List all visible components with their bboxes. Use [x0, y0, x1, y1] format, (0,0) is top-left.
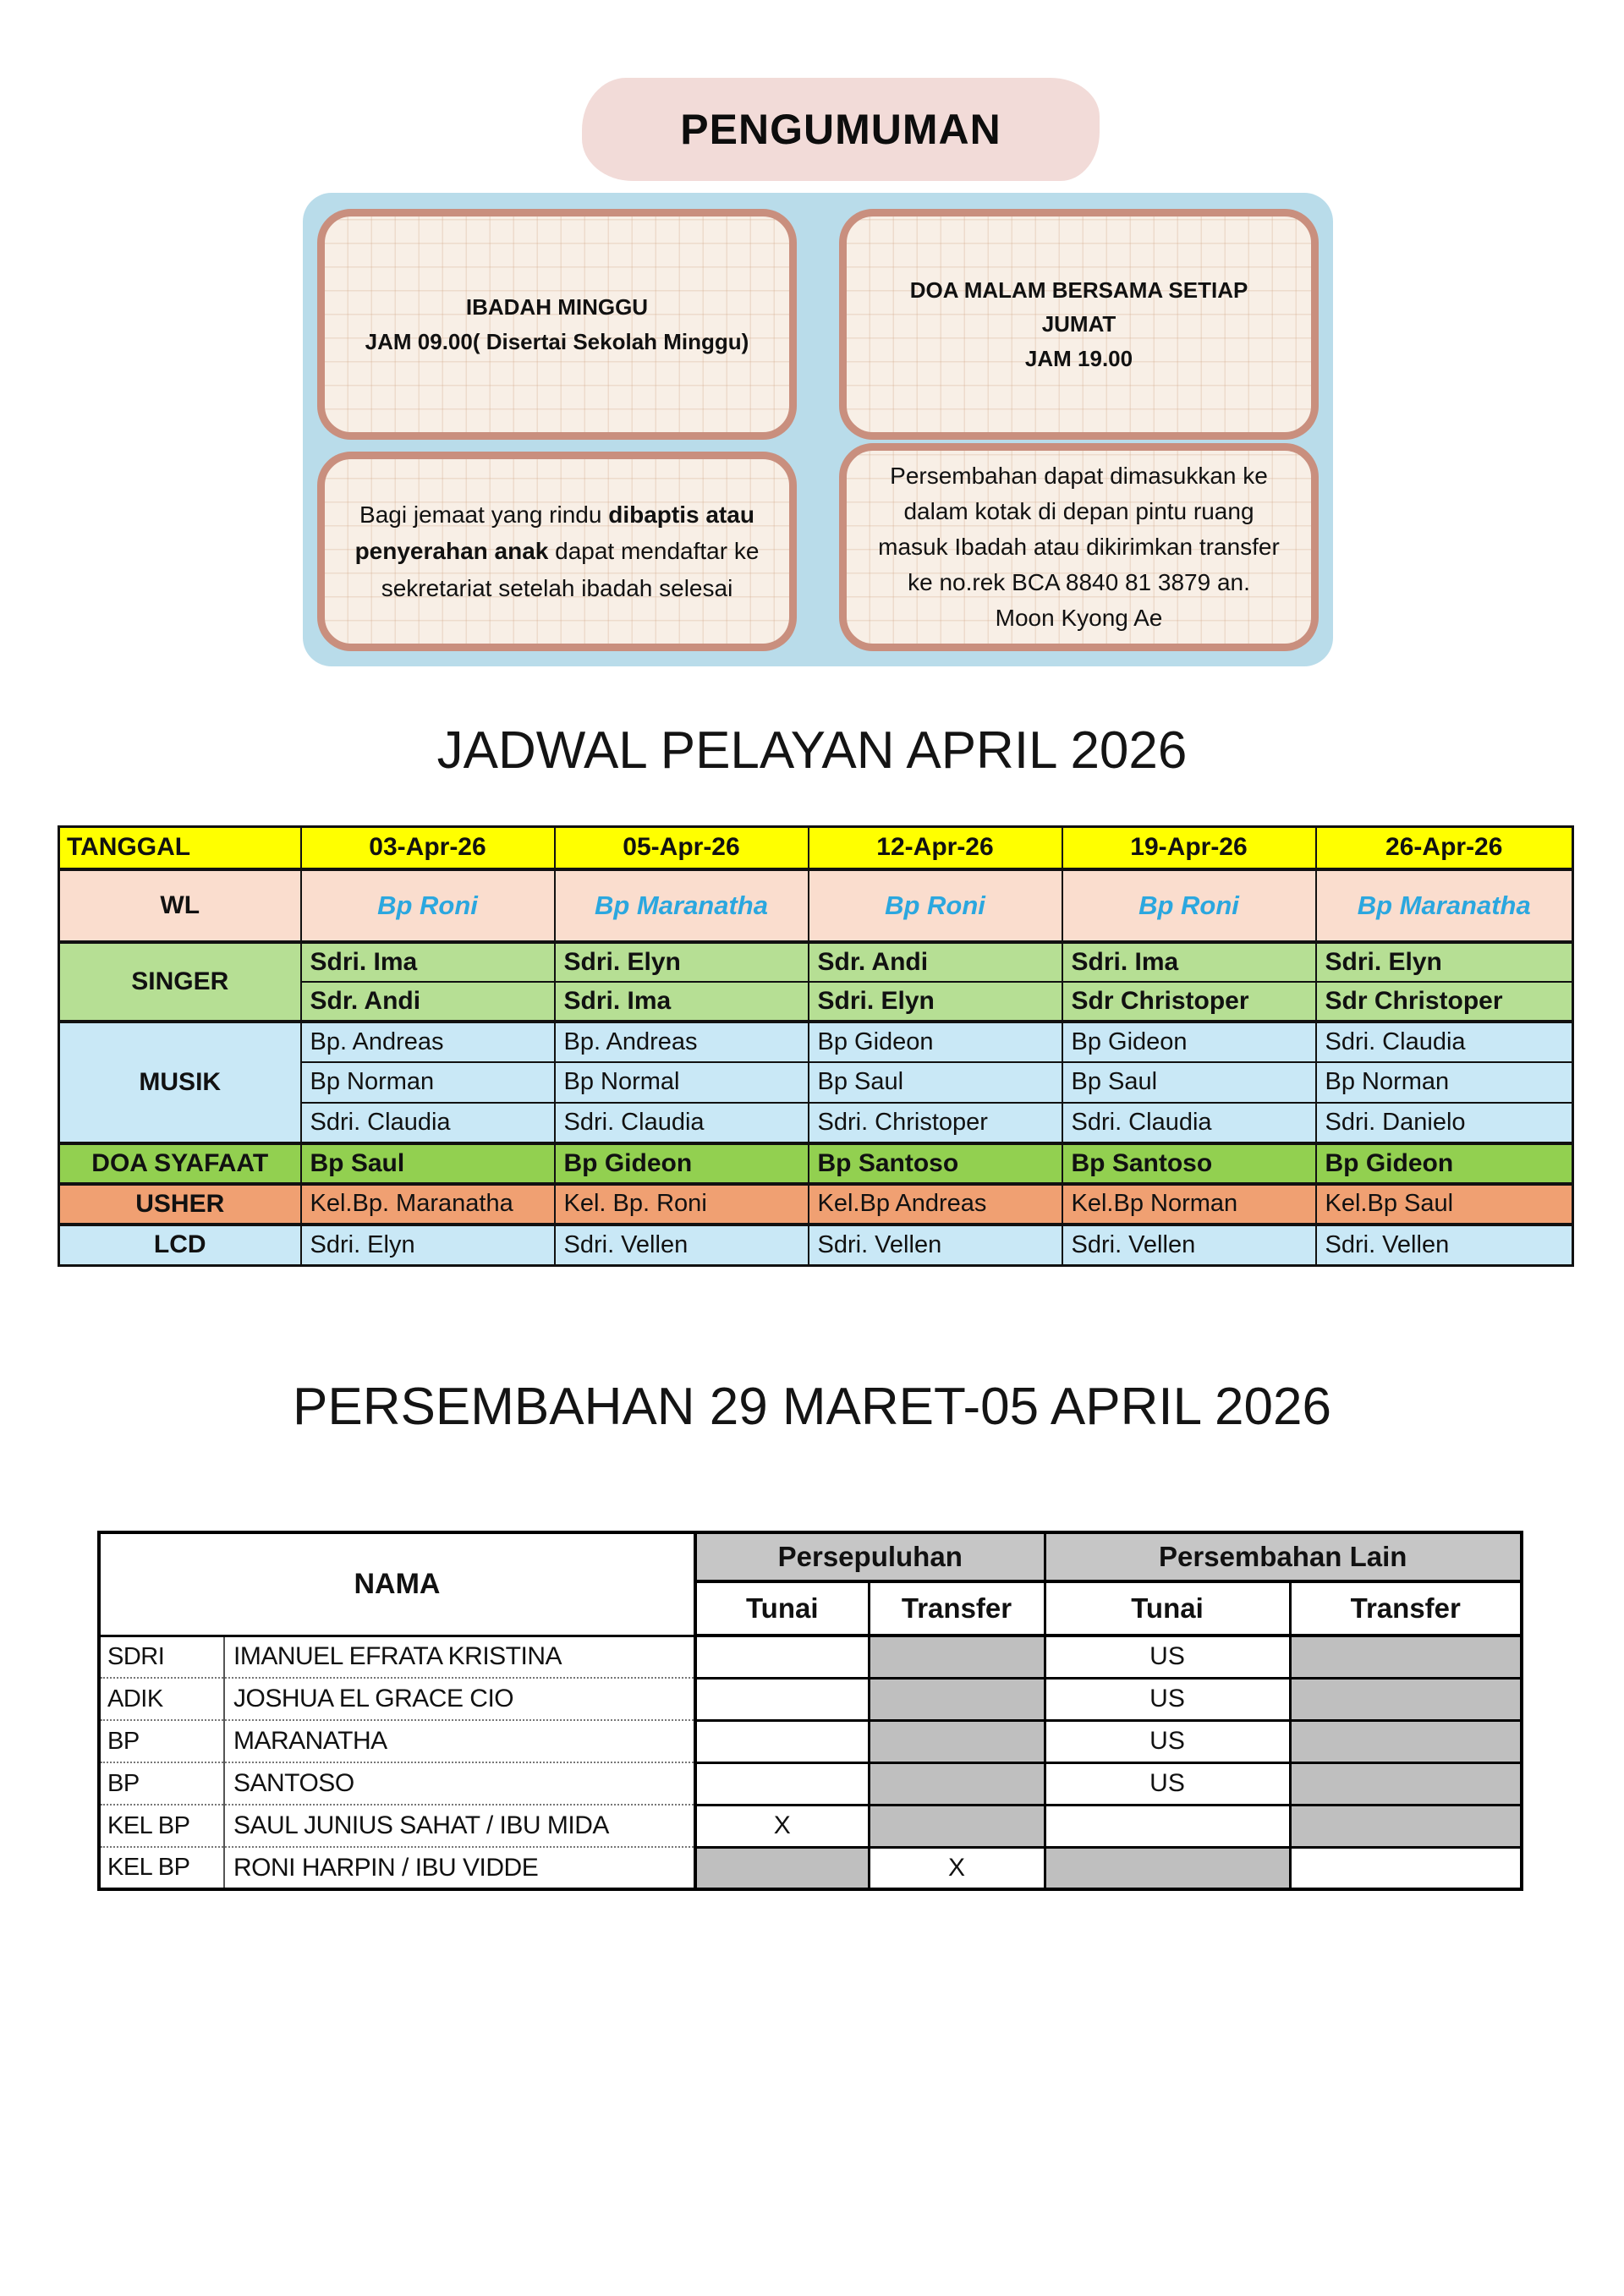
schedule-cell: Bp Santoso [1062, 1143, 1316, 1184]
schedule-cell: Bp Norman [301, 1062, 555, 1103]
schedule-cell: Sdri. Claudia [1062, 1103, 1316, 1143]
schedule-cell: Bp Maranatha [1316, 869, 1573, 942]
schedule-table-wrap [58, 825, 1574, 1267]
schedule-date-header: 12-Apr-26 [809, 827, 1062, 869]
offering-cell [1290, 1847, 1522, 1889]
schedule-date-header: 03-Apr-26 [301, 827, 555, 869]
schedule-row-singer-1 [59, 942, 1573, 982]
doa-malam-line1: DOA MALAM BERSAMA SETIAP JUMAT [909, 277, 1248, 337]
schedule-cell: Bp Gideon [555, 1143, 809, 1184]
schedule-cell: Bp. Andreas [301, 1022, 555, 1062]
persembahan-lain-header: Persembahan Lain [1045, 1532, 1522, 1581]
announcement-box-ibadah [317, 209, 797, 440]
schedule-row-lcd [59, 1225, 1573, 1266]
schedule-cell: Bp Roni [301, 869, 555, 942]
schedule-row-musik-1 [59, 1022, 1573, 1062]
singer-row-label: SINGER [59, 942, 301, 1022]
offering-cell: US [1045, 1636, 1290, 1678]
schedule-cell: Bp Roni [809, 869, 1062, 942]
schedule-cell: Sdri. Danielo [1316, 1103, 1573, 1143]
transfer-header: Transfer [869, 1581, 1045, 1636]
offering-header-row-1 [99, 1532, 1522, 1581]
offering-name: RONI HARPIN / IBU VIDDE [224, 1847, 695, 1889]
offering-cell [695, 1636, 869, 1678]
schedule-cell: Bp Maranatha [555, 869, 809, 942]
offering-table [97, 1531, 1523, 1891]
offering-cell [869, 1805, 1045, 1847]
offering-row [99, 1805, 1522, 1847]
schedule-cell: Sdr Christoper [1062, 982, 1316, 1022]
offering-cell [869, 1720, 1045, 1762]
schedule-row-wl [59, 869, 1573, 942]
offering-cell [869, 1762, 1045, 1805]
page-title: PENGUMUMAN [680, 106, 1001, 153]
offering-cell [869, 1636, 1045, 1678]
schedule-cell: Kel.Bp Saul [1316, 1184, 1573, 1225]
schedule-cell: Bp Normal [555, 1062, 809, 1103]
offering-cell [1290, 1762, 1522, 1805]
schedule-cell: Sdri. Elyn [301, 1225, 555, 1266]
announcement-card [303, 193, 1333, 666]
ibadah-line2: JAM 09.00( Disertai Sekolah Minggu) [365, 328, 749, 354]
offering-cell [1290, 1805, 1522, 1847]
announcement-box-persembahan [839, 443, 1319, 651]
schedule-cell: Bp Santoso [809, 1143, 1062, 1184]
nama-header: NAMA [99, 1532, 695, 1636]
doa-syafaat-row-label: DOA SYAFAAT [59, 1143, 301, 1184]
usher-row-label: USHER [59, 1184, 301, 1225]
wl-row-label: WL [59, 869, 301, 942]
offering-name: SAUL JUNIUS SAHAT / IBU MIDA [224, 1805, 695, 1847]
offering-cell [1290, 1678, 1522, 1720]
schedule-cell: Sdri. Ima [1062, 942, 1316, 982]
schedule-cell: Sdr Christoper [1316, 982, 1573, 1022]
schedule-row-usher [59, 1184, 1573, 1225]
offering-row [99, 1847, 1522, 1889]
schedule-cell: Kel. Bp. Roni [555, 1184, 809, 1225]
schedule-row-doa-syafaat [59, 1143, 1573, 1184]
schedule-cell: Sdri. Vellen [1316, 1225, 1573, 1266]
offering-row [99, 1678, 1522, 1720]
schedule-table [58, 825, 1574, 1267]
offering-row [99, 1636, 1522, 1678]
schedule-cell: Sdri. Vellen [1062, 1225, 1316, 1266]
offering-prefix: KEL BP [99, 1805, 224, 1847]
schedule-date-header: 26-Apr-26 [1316, 827, 1573, 869]
persembahan-text: Persembahan dapat dimasukkan ke dalam kotak di depan pintu ruang masuk Ibadah atau dikirimkan transfer ke no.rek BCA 8840 81 3879 an. Moon Kyong Ae [878, 463, 1280, 631]
announcement-box-baptis [317, 452, 797, 651]
transfer-header: Transfer [1290, 1581, 1522, 1636]
schedule-date-header: 19-Apr-26 [1062, 827, 1316, 869]
persepuluhan-header: Persepuluhan [695, 1532, 1045, 1581]
schedule-cell: Bp Gideon [1062, 1022, 1316, 1062]
offering-prefix: ADIK [99, 1678, 224, 1720]
schedule-cell: Sdr. Andi [301, 982, 555, 1022]
schedule-cell: Sdri. Christoper [809, 1103, 1062, 1143]
schedule-date-header: 05-Apr-26 [555, 827, 809, 869]
schedule-cell: Kel.Bp Andreas [809, 1184, 1062, 1225]
schedule-cell: Sdr. Andi [809, 942, 1062, 982]
offering-name: JOSHUA EL GRACE CIO [224, 1678, 695, 1720]
offering-cell: X [695, 1805, 869, 1847]
schedule-cell: Bp Gideon [1316, 1143, 1573, 1184]
offering-name: MARANATHA [224, 1720, 695, 1762]
musik-row-label: MUSIK [59, 1022, 301, 1143]
schedule-header-row [59, 827, 1573, 869]
baptis-text [354, 496, 760, 606]
schedule-cell: Sdri. Claudia [555, 1103, 809, 1143]
offering-prefix: KEL BP [99, 1847, 224, 1889]
schedule-cell: Bp Roni [1062, 869, 1316, 942]
schedule-cell: Bp Saul [1062, 1062, 1316, 1103]
offering-row [99, 1762, 1522, 1805]
offering-table-wrap [97, 1531, 1523, 1891]
schedule-cell: Sdri. Claudia [301, 1103, 555, 1143]
offering-cell [695, 1762, 869, 1805]
schedule-cell: Sdri. Elyn [555, 942, 809, 982]
baptis-text-before: Bagi jemaat yang rindu [359, 501, 609, 528]
schedule-cell: Sdri. Ima [301, 942, 555, 982]
schedule-cell: Bp Saul [301, 1143, 555, 1184]
tunai-header: Tunai [695, 1581, 869, 1636]
doa-malam-line2: JAM 19.00 [1024, 345, 1133, 371]
lcd-row-label: LCD [59, 1225, 301, 1266]
schedule-cell: Bp Saul [809, 1062, 1062, 1103]
announcement-box-doa-malam [839, 209, 1319, 440]
schedule-title: JADWAL PELAYAN APRIL 2026 [436, 721, 1188, 780]
offering-cell [1045, 1805, 1290, 1847]
schedule-cell: Bp. Andreas [555, 1022, 809, 1062]
baptis-text-after: dapat mendaftar ke sekretariat setelah ibadah selesai [381, 538, 760, 601]
offering-cell [695, 1678, 869, 1720]
offering-cell [695, 1720, 869, 1762]
offering-cell: X [869, 1847, 1045, 1889]
schedule-cell: Sdri. Claudia [1316, 1022, 1573, 1062]
offering-cell [869, 1678, 1045, 1720]
schedule-cell: Sdri. Elyn [809, 982, 1062, 1022]
offering-cell: US [1045, 1678, 1290, 1720]
offering-cell [1290, 1720, 1522, 1762]
schedule-cell: Kel.Bp. Maranatha [301, 1184, 555, 1225]
offering-prefix: BP [99, 1720, 224, 1762]
offering-cell [1045, 1847, 1290, 1889]
ibadah-text [365, 290, 749, 359]
ibadah-line1: IBADAH MINGGU [465, 294, 649, 321]
schedule-cell: Sdri. Vellen [555, 1225, 809, 1266]
schedule-cell: Bp Gideon [809, 1022, 1062, 1062]
doa-malam-text [875, 273, 1282, 375]
offering-cell: US [1045, 1720, 1290, 1762]
tunai-header: Tunai [1045, 1581, 1290, 1636]
schedule-cell: Kel.Bp Norman [1062, 1184, 1316, 1225]
schedule-corner-label: TANGGAL [59, 827, 301, 869]
schedule-cell: Sdri. Ima [555, 982, 809, 1022]
offering-title: PERSEMBAHAN 29 MARET-05 APRIL 2026 [293, 1378, 1331, 1436]
announcement-title-blob [582, 78, 1100, 181]
schedule-cell: Sdri. Elyn [1316, 942, 1573, 982]
offering-cell [1290, 1636, 1522, 1678]
offering-name: SANTOSO [224, 1762, 695, 1805]
offering-cell [695, 1847, 869, 1889]
offering-cell: US [1045, 1762, 1290, 1805]
offering-name: IMANUEL EFRATA KRISTINA [224, 1636, 695, 1678]
offering-row [99, 1720, 1522, 1762]
baptis-text-bold: dibaptis atau penyerahan anak [354, 501, 754, 565]
offering-prefix: SDRI [99, 1636, 224, 1678]
schedule-cell: Bp Norman [1316, 1062, 1573, 1103]
offering-prefix: BP [99, 1762, 224, 1805]
schedule-cell: Sdri. Vellen [809, 1225, 1062, 1266]
